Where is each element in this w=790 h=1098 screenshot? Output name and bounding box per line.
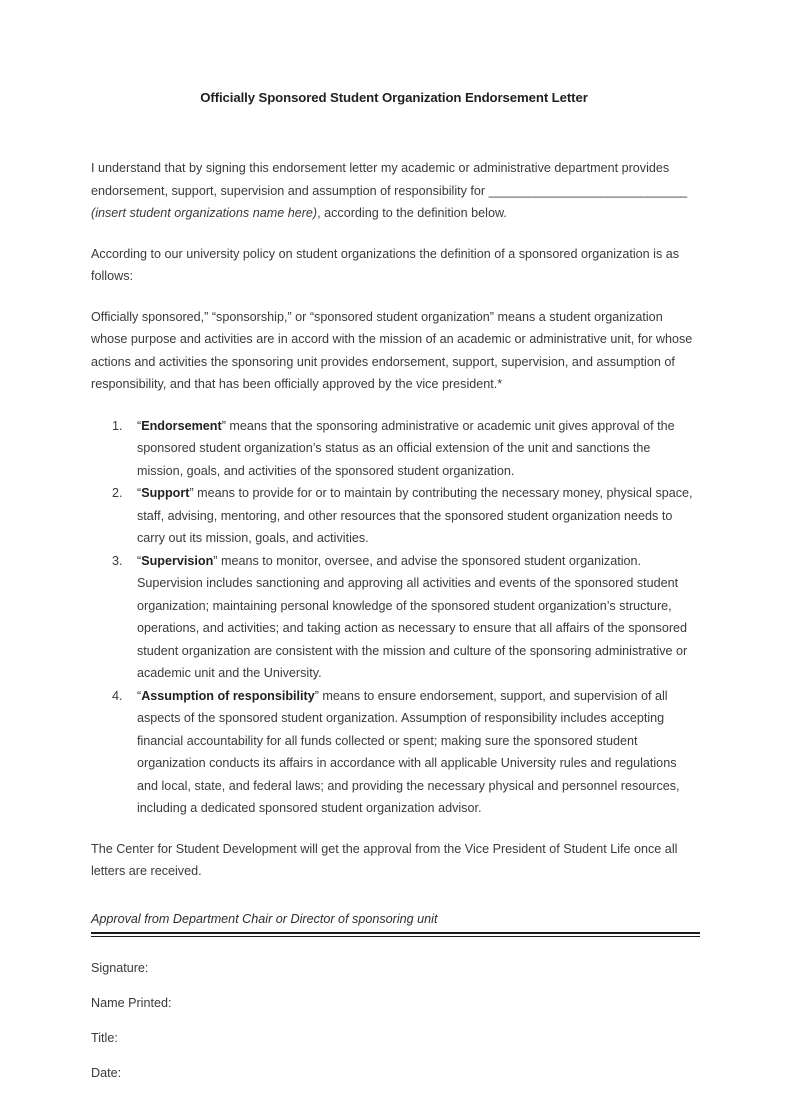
list-item-body: ” means to ensure endorsement, support, and supervision of all aspects of the sponsored student organization. Assumption of responsibility includes accepting financial accountability for all funds collected or spent; making sure the sponsored student organization conducts its affairs in accordance with all applicable University rules and regulations and local, state, and federal laws; and providing the necessary physical and personnel resources, including a dedicated sponsored student organization advisor.: [137, 688, 680, 815]
signature-fields: [91, 937, 697, 1098]
approval-label: Approval from Department Chair or Director of sponsoring unit: [91, 911, 438, 926]
list-item-open-quote: “: [137, 486, 142, 500]
definition-paragraph: Officially sponsored,” “sponsorship,” or “sponsored student organization” means a student organization whose purpose and activities are in accord with the mission of an academic or administrative unit, for whose actions and activities the sponsoring unit provides endorsement, support, supervision, and assumption of responsibility, and that has been officially approved by the vice president.*: [91, 309, 693, 391]
list-item: [91, 550, 697, 685]
list-item-number: 2.: [112, 486, 123, 500]
intro-paragraph: [91, 105, 697, 225]
list-item: [91, 482, 697, 550]
list-item-term: Support: [141, 486, 190, 500]
list-item-term: Assumption of responsibility: [141, 688, 315, 703]
list-item-body: ” means to provide for or to maintain by contributing the necessary money, physical space, staff, advising, mentoring, and other resources that the sponsored student organization needs to carry out its mission, goals, and activities.: [137, 486, 693, 545]
closing-paragraph: The Center for Student Development will get the approval from the Vice President of Student Life once all letters are received.: [91, 841, 678, 878]
list-item-open-quote: “: [137, 418, 142, 433]
document-content: [91, 0, 697, 1098]
insert-name-hint: (insert student organizations name here): [91, 206, 318, 220]
organization-name-blank: ______________________________: [488, 183, 687, 198]
signature-field-signature[interactable]: Signature:: [91, 960, 149, 975]
list-item-number: 1.: [112, 418, 123, 433]
list-item: [91, 415, 697, 483]
approval-section: [91, 883, 697, 937]
list-item-number: 3.: [112, 553, 123, 568]
list-item-number: 4.: [112, 688, 123, 703]
list-item-body: ” means that the sponsoring administrative or academic unit gives approval of the sponsored student organization’s status as an official extension of the unit and sanctions the mission, goals, and activities of the sponsored student organization.: [137, 418, 675, 478]
policy-lead-paragraph: According to our university policy on student organizations the definition of a sponsored organization is as follows:: [91, 246, 680, 283]
intro-text-before-blank: I understand that by signing this endorsement letter my academic or administrative department provides endorsement, support, supervision and assumption of responsibility for: [91, 161, 670, 198]
list-item: [91, 685, 697, 820]
list-item-open-quote: “: [137, 688, 142, 703]
list-item-term: Supervision: [141, 553, 214, 568]
list-item-body: ” means to monitor, oversee, and advise the sponsored student organization. Supervision includes sanctioning and approving all activities and events of the sponsored student organization; maintaining personal knowledge of the sponsored student organization’s structure, operations, and activities; and taking action as necessary to ensure that all affairs of the sponsored student organization are consistent with the mission and culture of the sponsoring administrative or academic unit and the University.: [137, 553, 688, 680]
intro-text-after-blank: , according to the definition below.: [317, 206, 507, 220]
signature-field-name-printed[interactable]: Name Printed:: [91, 995, 172, 1010]
signature-field-title[interactable]: Title:: [91, 1030, 118, 1045]
signature-field-date[interactable]: Date:: [91, 1065, 122, 1080]
definitions-list: [91, 396, 697, 820]
list-item-open-quote: “: [137, 553, 142, 568]
list-item-term: Endorsement: [141, 418, 222, 433]
page-title: Officially Sponsored Student Organization Endorsement Letter: [200, 90, 588, 105]
